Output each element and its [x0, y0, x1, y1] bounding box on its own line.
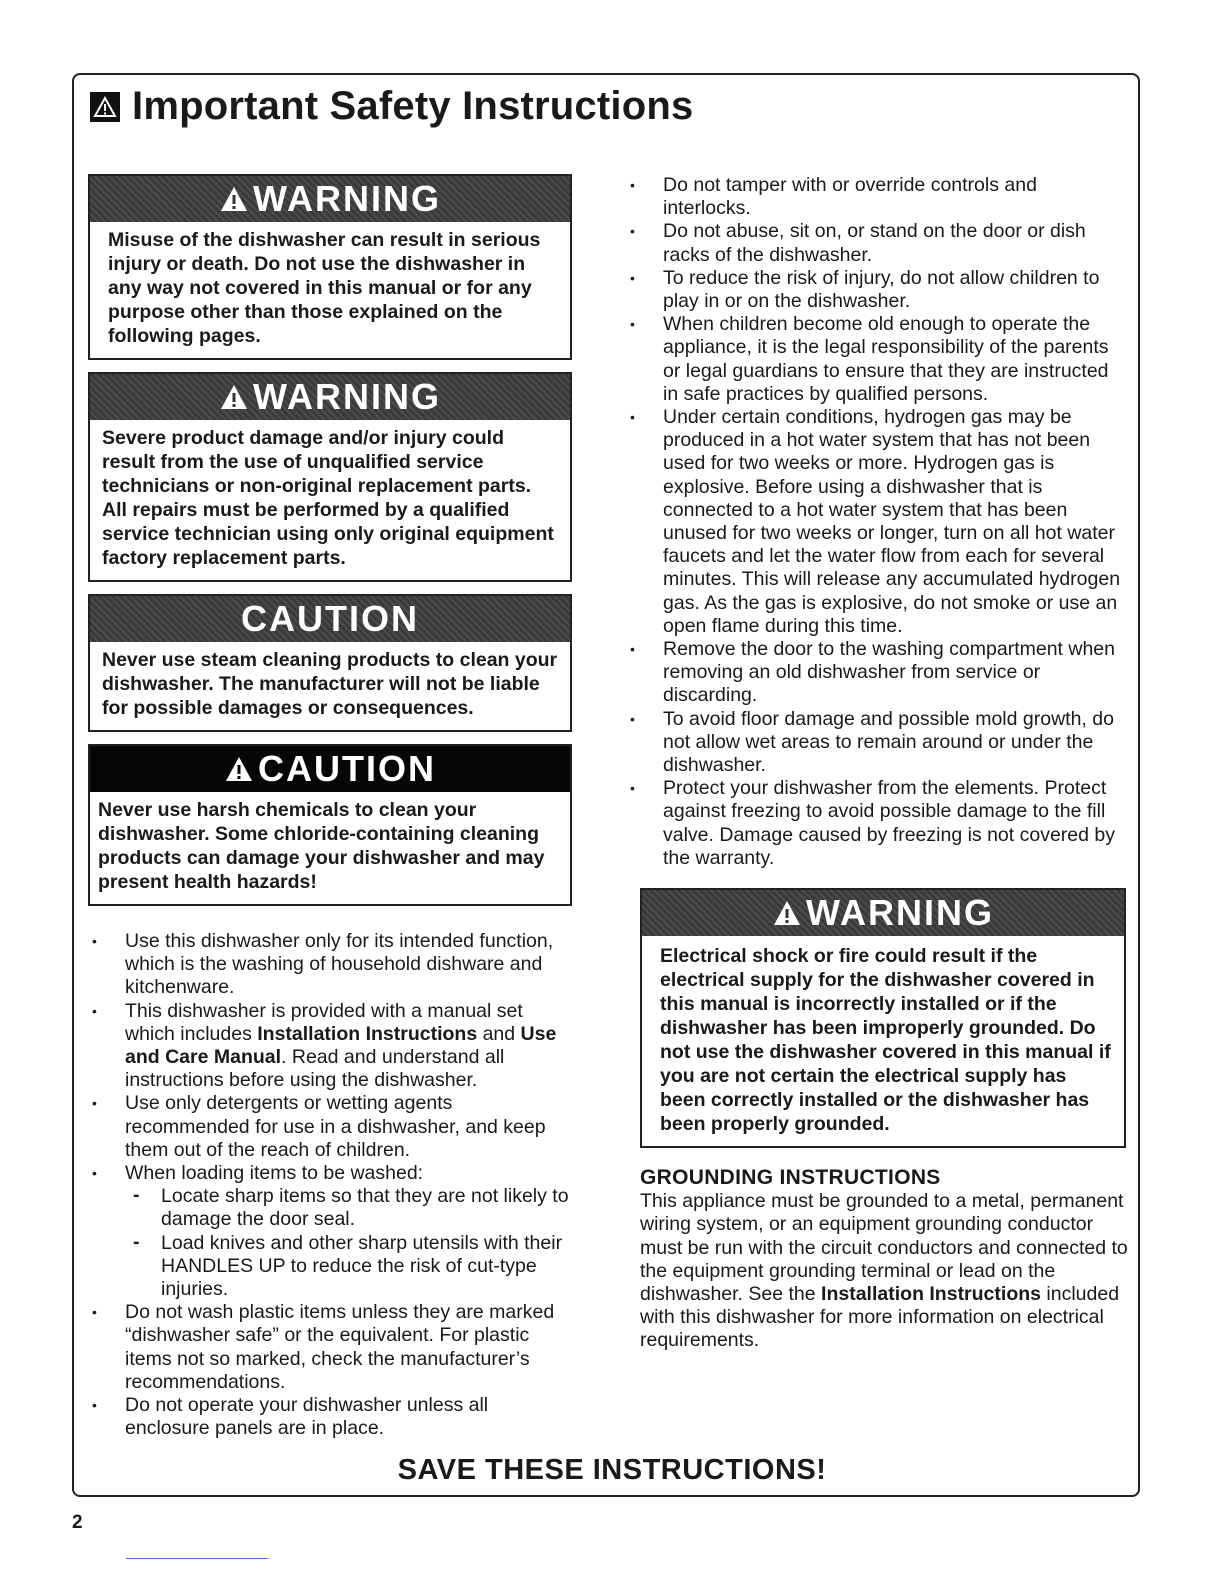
list-item: • Protect your dishwasher from the elements. Protect against freezing to avoid possible damage to the fill valve. Damage caused by freezing is not covered by the warranty. — [626, 777, 1128, 870]
warning-box — [88, 372, 572, 582]
grounding-text-part: This appliance must be grounded to a metal, permanent wiring system, or an equipment grounding conductor must be run with the circuit conductors and connected to the equipment grounding terminal or lead on the dishwasher. See the — [640, 1190, 1128, 1305]
caution-banner — [90, 596, 570, 642]
save-instructions-footer: SAVE THESE INSTRUCTIONS! — [397, 1454, 827, 1486]
list-item: • Do not wash plastic items unless they are marked “dishwasher safe” or the equivalent. For plastic items not so marked, check the manufacturer’s recommendations. — [88, 1301, 572, 1394]
caution-label: CAUTION — [241, 598, 419, 639]
doc-reference: Installation Instructions — [821, 1282, 1041, 1305]
list-item: • Under certain conditions, hydrogen gas may be produced in a hot water system that has not been used for two weeks or more. Hydrogen gas is explosive. Before using a dishwasher that is connected to a hot water system that has been unused for two weeks or longer, turn on all hot water faucets and let the water flow from each for several minutes. This will release any accumulated hydrogen gas. As the gas is explosive, do not smoke or use an open flame during this time. — [626, 406, 1128, 638]
doc-reference: Use and Care Manual — [125, 1022, 557, 1069]
safety-list — [88, 930, 572, 1440]
warning-text: Misuse of the dishwasher can result in serious injury or death. Do not use the dishwasher in any way not covered in this manual or for any purpose other than those explained on the following pages. — [108, 229, 541, 347]
page-number: 2 — [72, 1512, 83, 1533]
list-item: • Remove the door to the washing compartment when removing an old dishwasher from service or discarding. — [626, 638, 1128, 708]
list-item-text: This dishwasher is provided with a manual set which includes — [125, 999, 523, 1045]
left-column — [88, 174, 572, 1440]
list-item: • To avoid floor damage and possible mold growth, do not allow wet areas to remain around or under the dishwasher. — [626, 708, 1128, 778]
warning-text: Electrical shock or fire could result if the electrical supply for the dishwasher covered in this manual is incorrectly installed or if the dishwasher has been improperly grounded. Do not use the dishwasher covered in this manual if you are not certain the electrical supply has been correctly installed or the dishwasher has been properly grounded. — [660, 945, 1111, 1136]
doc-reference: Installation Instructions — [257, 1022, 478, 1045]
grounding-text — [640, 1190, 1128, 1352]
sub-list — [125, 1185, 572, 1301]
warning-label: WARNING — [253, 376, 441, 417]
warning-label: WARNING — [806, 892, 994, 934]
right-column — [640, 174, 1128, 1353]
list-item: • Use only detergents or wetting agents recommended for use in a dishwasher, and keep them out of the reach of children. — [88, 1092, 572, 1162]
caution-text: Never use steam cleaning products to clean your dishwasher. The manufacturer will not be liable for possible damages or consequences. — [102, 649, 558, 719]
list-item — [88, 1162, 572, 1301]
warning-banner — [90, 374, 570, 420]
page-title — [90, 84, 693, 129]
sub-list-item: - Load knives and other sharp utensils with their HANDLES UP to reduce the risk of cut-type injuries. — [125, 1232, 572, 1302]
warning-label: WARNING — [253, 178, 441, 219]
list-item: • Do not operate your dishwasher unless all enclosure panels are in place. — [88, 1394, 572, 1440]
caution-box — [88, 744, 572, 906]
list-item-text: . Read and understand all instructions before using the dishwasher. — [125, 1046, 505, 1092]
warning-banner — [90, 176, 570, 222]
sub-list-item: - Locate sharp items so that they are not likely to damage the door seal. — [125, 1185, 572, 1231]
warning-icon — [90, 92, 120, 122]
list-item — [88, 1000, 572, 1093]
caution-text: Never use harsh chemicals to clean your dishwasher. Some chloride-containing cleaning products can damage your dishwasher and may present health hazards! — [98, 799, 545, 893]
caution-label: CAUTION — [258, 748, 436, 789]
list-item: • Use this dishwasher only for its intended function, which is the washing of household dishware and kitchenware. — [88, 930, 572, 1000]
list-item-text: and — [477, 1022, 521, 1045]
list-item: • When children become old enough to operate the appliance, it is the legal responsibility of the parents or legal guardians to ensure that they are instructed in safe practices by qualified persons. — [626, 313, 1128, 406]
grounding-heading: GROUNDING INSTRUCTIONS — [640, 1166, 941, 1190]
warning-banner — [642, 890, 1124, 936]
list-item-text: When loading items to be washed: — [125, 1162, 424, 1185]
caution-banner — [90, 746, 570, 792]
warning-triangle-icon — [219, 383, 249, 411]
caution-box — [88, 594, 572, 732]
footer-rule — [126, 1558, 268, 1559]
caution-triangle-icon — [224, 755, 254, 783]
page-title-text: Important Safety Instructions — [132, 84, 694, 128]
list-item: • To reduce the risk of injury, do not allow children to play in or on the dishwasher. — [626, 267, 1128, 313]
warning-box — [88, 174, 572, 360]
safety-list — [626, 174, 1128, 870]
warning-triangle-icon — [772, 899, 802, 927]
warning-triangle-icon — [219, 185, 249, 213]
list-item: • Do not tamper with or override controls and interlocks. — [626, 174, 1128, 220]
warning-box — [640, 888, 1126, 1148]
warning-text: Severe product damage and/or injury could result from the use of unqualified service technicians or non-original replacement parts. All repairs must be performed by a qualified service technician using only original equipment factory replacement parts. — [102, 427, 554, 569]
grounding-text-part: included with this dishwasher for more information on electrical requirements. — [640, 1282, 1120, 1352]
list-item: • Do not abuse, sit on, or stand on the door or dish racks of the dishwasher. — [626, 220, 1128, 266]
